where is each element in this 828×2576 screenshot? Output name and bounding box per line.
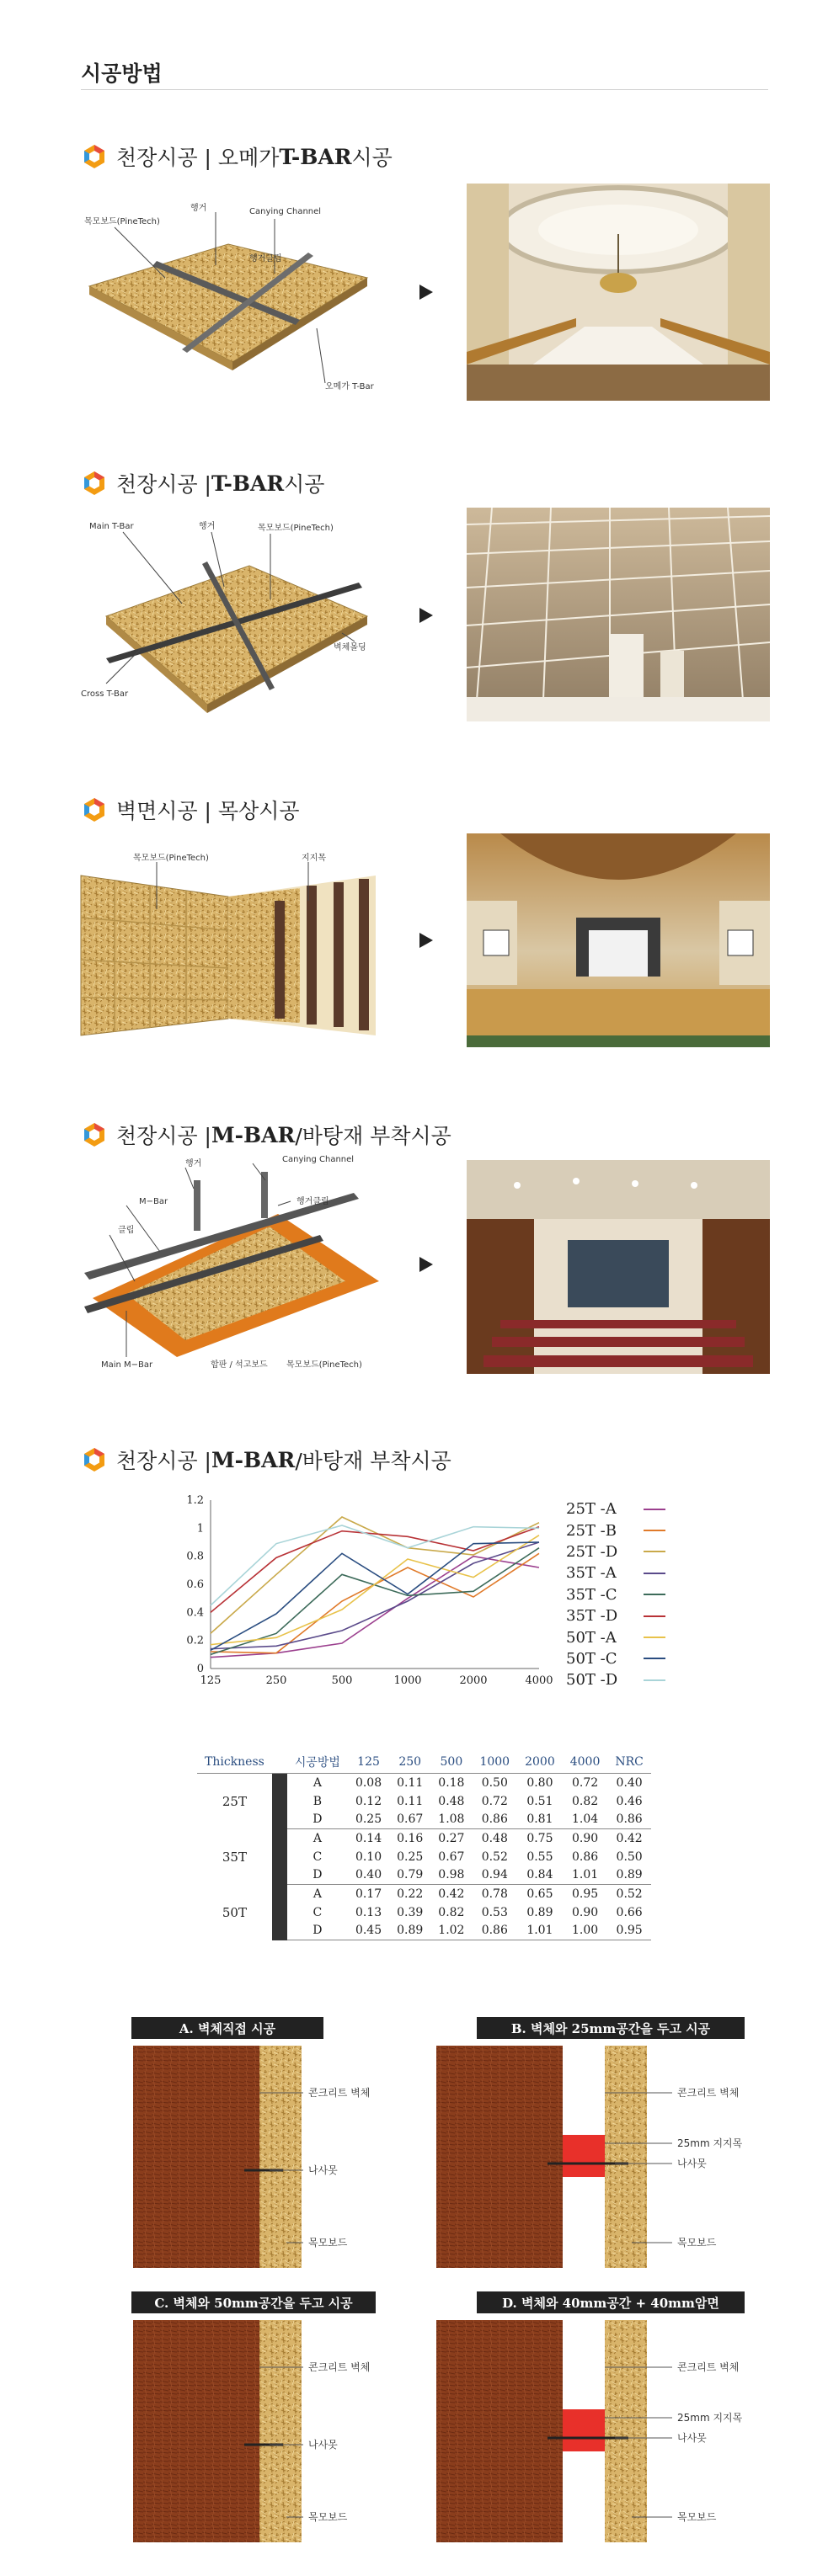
table-header-cell: 1000 (472, 1751, 517, 1774)
table-cell: 0.81 (517, 1811, 563, 1829)
section-heading-tbar (81, 468, 324, 498)
table-cell: 1.01 (563, 1866, 608, 1885)
legend-label: 50T -C (566, 1649, 617, 1668)
table-cell: D (287, 1922, 348, 1940)
table-cell: 0.65 (526, 1887, 553, 1901)
tbar-diagram (81, 515, 384, 726)
panel-direct (126, 2017, 379, 2270)
table-header-cell: 4000 (563, 1751, 608, 1774)
table-cell: 0.89 (607, 1866, 651, 1885)
table-cell: 0.82 (571, 1794, 599, 1808)
table-cell: 0.89 (389, 1922, 430, 1940)
table-cell: 1.04 (563, 1811, 608, 1829)
mbar-diagram (76, 1155, 387, 1372)
legend-item (566, 1520, 665, 1541)
legend-item (566, 1498, 665, 1520)
heading-text: 천장시공 | (116, 1124, 211, 1148)
table-cell: A (313, 1887, 322, 1901)
legend-item (566, 1626, 665, 1647)
table-cell: 0.90 (571, 1831, 599, 1845)
panel-caption: C. 벽체와 50mm공간을 두고 시공 (131, 2291, 376, 2313)
x-tick-label: 4000 (525, 1674, 553, 1687)
section-heading-mbar (81, 1120, 451, 1150)
heading-text: 천장시공 | 오메가 (116, 146, 280, 170)
table-header-cell: 125 (348, 1751, 389, 1774)
legend-swatch (644, 1530, 665, 1531)
panel-caption: B. 벽체와 25mm공간을 두고 시공 (477, 2017, 745, 2039)
page-title: 시공방법 (81, 61, 163, 86)
section-heading-chart (81, 1445, 451, 1475)
table-cell: 1.08 (430, 1811, 472, 1829)
table-cell: 0.22 (397, 1887, 424, 1901)
table-cell: A (313, 1775, 322, 1790)
legend-label: 35T -C (566, 1585, 617, 1604)
table-cell: 0.98 (430, 1866, 472, 1885)
label-board: 목모보드 (308, 2511, 348, 2523)
label-hanger: 행거 (199, 522, 216, 531)
table-cell: 0.95 (607, 1922, 651, 1940)
table-cell: 0.67 (389, 1811, 430, 1829)
table-header-cell: 250 (389, 1751, 430, 1774)
label-cross-tbar: Cross T-Bar (81, 689, 129, 699)
table-cell: 0.94 (472, 1866, 517, 1885)
legend-item (566, 1648, 665, 1669)
table-cell: 0.25 (348, 1811, 389, 1829)
table-cell: C (313, 1905, 323, 1919)
y-axis (186, 1494, 211, 1675)
legend-swatch (644, 1679, 665, 1681)
table-cell: 0.10 (355, 1850, 382, 1864)
table-cell: 0.46 (616, 1794, 643, 1808)
arrow-icon (419, 285, 433, 300)
arrow-icon (419, 1257, 433, 1272)
table-cell: 0.48 (438, 1794, 465, 1808)
label-screw: 나사못 (677, 2158, 707, 2169)
y-tick-label: 0.4 (186, 1606, 204, 1620)
legend-swatch (644, 1551, 665, 1552)
table-cell: 0.12 (355, 1794, 382, 1808)
section-heading-wall (81, 795, 300, 825)
table-row (197, 1774, 651, 1792)
table-cell: A (313, 1831, 322, 1845)
table-cell: 0.16 (397, 1831, 424, 1845)
table-cell: C (313, 1850, 323, 1864)
table-cell: B (313, 1794, 323, 1808)
table-cell: 0.39 (397, 1905, 424, 1919)
label-wall: 콘크리트 벽체 (677, 2087, 740, 2099)
table-cell: 0.48 (481, 1831, 508, 1845)
label-clip: 클립 (118, 1226, 135, 1235)
table-cell: 0.08 (355, 1775, 382, 1790)
panel-50mm (126, 2291, 379, 2544)
panel-caption: A. 벽체직접 시공 (131, 2017, 323, 2039)
heading-bold: T-BAR (211, 471, 285, 496)
label-clip: 행거클립 (249, 254, 282, 263)
table-cell: 0.50 (481, 1775, 508, 1790)
label-screw: 나사못 (308, 2164, 338, 2176)
heading-bold: M-BAR (211, 1447, 296, 1472)
table-cell: 0.86 (472, 1811, 517, 1829)
legend-label: 50T -D (566, 1671, 618, 1690)
table-cell: 1.01 (517, 1922, 563, 1940)
label-hanger: 행거 (190, 204, 207, 213)
group-bar (272, 1774, 287, 1829)
table-cell: 0.27 (438, 1831, 465, 1845)
x-axis (200, 1669, 553, 1687)
label-wall: 콘크리트 벽체 (677, 2361, 740, 2373)
panel-caption: D. 벽체와 40mm공간 + 40mm암면 (477, 2291, 745, 2313)
table-cell: 0.80 (526, 1775, 553, 1790)
legend-item (566, 1605, 665, 1626)
legend-swatch (644, 1594, 665, 1595)
x-tick-label: 250 (265, 1674, 287, 1687)
label-spacer: 25mm 지지목 (677, 2412, 743, 2424)
panel-25mm (430, 2017, 743, 2270)
label-board: 목모보드(PineTech) (286, 1360, 362, 1370)
heading-text: 벽면시공 | 목상시공 (116, 799, 300, 823)
label-wall: 콘크리트 벽체 (308, 2361, 371, 2373)
table-header (197, 1751, 651, 1774)
table-cell: 0.75 (526, 1831, 553, 1845)
legend-label: 25T -D (566, 1542, 618, 1561)
table-cell: 0.82 (438, 1905, 465, 1919)
label-screw: 나사못 (308, 2439, 338, 2451)
label-mbar: M−Bar (139, 1197, 168, 1206)
label-molding: 벽체몰딩 (334, 643, 366, 652)
legend-label: 35T -D (566, 1607, 618, 1626)
staircase-hall-photo (467, 184, 770, 401)
legend-swatch (644, 1615, 665, 1617)
thickness-cell: 25T (222, 1793, 247, 1809)
section-heading-omega-tbar (81, 141, 393, 172)
label-base: 합판 / 석고보드 (211, 1360, 268, 1370)
x-tick-label: 2000 (459, 1674, 488, 1687)
hexagon-logo-icon (81, 470, 108, 497)
hexagon-logo-icon (81, 143, 108, 170)
group-bar (272, 1829, 287, 1885)
series-line (211, 1548, 539, 1655)
label-screw: 나사못 (677, 2432, 707, 2444)
auditorium-photo (467, 1160, 770, 1374)
table-cell: 1.00 (563, 1922, 608, 1940)
y-tick-label: 1.2 (186, 1494, 204, 1507)
label-board: 목모보드 (677, 2237, 717, 2249)
label-main-mbar: Main M−Bar (101, 1360, 153, 1370)
table-cell: 0.86 (472, 1922, 517, 1940)
legend-swatch (644, 1509, 665, 1510)
omega-tbar-diagram (81, 194, 384, 396)
label-wall: 콘크리트 벽체 (308, 2087, 371, 2099)
table-header-spacer (272, 1751, 287, 1774)
table-header-cell: NRC (607, 1751, 651, 1774)
table-cell: 0.72 (481, 1794, 508, 1808)
panel-40mm (430, 2291, 743, 2544)
table-row (197, 1885, 651, 1903)
wall-diagram (81, 850, 384, 1042)
table-cell: 0.51 (526, 1794, 553, 1808)
hexagon-logo-icon (81, 1121, 108, 1148)
hexagon-logo-icon (81, 1446, 108, 1473)
table-cell: 0.66 (616, 1905, 643, 1919)
table-row (197, 1829, 651, 1848)
hexagon-logo-icon (81, 796, 108, 823)
table-header-cell: Thickness (197, 1751, 272, 1774)
label-spacer: 25mm 지지목 (677, 2137, 743, 2149)
table-cell: 0.11 (397, 1794, 424, 1808)
legend-label: 25T -B (566, 1521, 617, 1540)
label-board: 목모보드 (308, 2237, 348, 2249)
y-tick-label: 0.8 (186, 1550, 204, 1563)
table-cell: 0.14 (355, 1831, 382, 1845)
legend-item (566, 1562, 665, 1583)
table-cell: 0.25 (397, 1850, 424, 1864)
table-cell: 0.90 (571, 1905, 599, 1919)
ceiling-grid-photo (467, 508, 770, 721)
table-cell: 0.53 (481, 1905, 508, 1919)
label-board: 목모보드(PineTech) (84, 217, 160, 226)
legend-label: 50T -A (566, 1628, 617, 1647)
table-cell: D (287, 1811, 348, 1829)
legend-item (566, 1669, 665, 1690)
arrow-icon (419, 933, 433, 948)
table-cell: 0.13 (355, 1905, 382, 1919)
y-tick-label: 0.2 (186, 1634, 204, 1647)
group-bar (272, 1885, 287, 1940)
label-support: 지지목 (302, 854, 326, 863)
table-cell: 0.11 (397, 1775, 424, 1790)
table-cell: 0.78 (481, 1887, 508, 1901)
label-hanger-clip: 행거클립 (296, 1197, 329, 1206)
thickness-cell: 50T (222, 1904, 247, 1920)
table-cell: 0.86 (571, 1850, 599, 1864)
table-cell: 0.72 (571, 1775, 599, 1790)
table-cell: 0.86 (607, 1811, 651, 1829)
series-lines (211, 1517, 539, 1658)
table-header-cell: 시공방법 (287, 1751, 348, 1774)
x-tick-label: 500 (331, 1674, 353, 1687)
heading-text: 천장시공 | (116, 472, 211, 497)
table-cell: 0.67 (438, 1850, 465, 1864)
table-cell: 0.18 (438, 1775, 465, 1790)
table-cell: 0.42 (616, 1831, 643, 1845)
legend-label: 25T -A (566, 1500, 617, 1519)
heading-suffix: /바탕재 부착시공 (295, 1449, 451, 1473)
label-main-tbar: Main T-Bar (89, 522, 134, 531)
label-hanger: 행거 (185, 1159, 202, 1168)
series-line (211, 1527, 539, 1613)
table-cell: 0.50 (616, 1850, 643, 1864)
table-cell: 0.79 (389, 1866, 430, 1885)
absorption-table (197, 1751, 651, 1940)
series-line (211, 1525, 539, 1605)
legend-swatch (644, 1658, 665, 1659)
table-cell: 0.89 (526, 1905, 553, 1919)
label-board: 목모보드 (677, 2511, 717, 2523)
table-cell: 0.45 (348, 1922, 389, 1940)
table-cell: 0.40 (616, 1775, 643, 1790)
table-cell: 0.42 (438, 1887, 465, 1901)
heading-text: 천장시공 | (116, 1449, 211, 1473)
table-cell: D (287, 1866, 348, 1885)
x-tick-label: 1000 (393, 1674, 422, 1687)
heading-suffix: 시공 (284, 472, 325, 497)
absorption-line-chart (168, 1490, 556, 1692)
table-cell: 0.95 (571, 1887, 599, 1901)
label-tbar: 오메가 T-Bar (325, 382, 374, 391)
label-board: 목모보드(PineTech) (258, 524, 334, 533)
table-cell: 0.84 (517, 1866, 563, 1885)
table-cell: 0.52 (616, 1887, 643, 1901)
table-cell: 0.17 (355, 1887, 382, 1901)
label-board: 목모보드(PineTech) (133, 854, 209, 863)
legend-label: 35T -A (566, 1564, 617, 1583)
label-channel: Canying Channel (249, 207, 322, 216)
heading-bold: T-BAR (279, 144, 352, 169)
table-cell: 0.40 (348, 1866, 389, 1885)
heading-suffix: 시공 (351, 146, 393, 170)
y-tick-label: 0 (196, 1663, 204, 1675)
heading-bold: M-BAR (211, 1122, 296, 1147)
thickness-cell: 35T (222, 1849, 247, 1865)
arrow-icon (419, 608, 433, 623)
x-tick-label: 125 (200, 1674, 222, 1687)
label-channel: Canying Channel (282, 1155, 355, 1164)
table-header-cell: 500 (430, 1751, 472, 1774)
y-tick-label: 1 (196, 1522, 204, 1535)
y-tick-label: 0.6 (186, 1578, 204, 1591)
title-divider (81, 89, 768, 90)
legend-item (566, 1541, 665, 1562)
gymnasium-photo (467, 833, 770, 1047)
heading-suffix: /바탕재 부착시공 (295, 1124, 451, 1148)
legend-swatch (644, 1637, 665, 1638)
legend-swatch (644, 1573, 665, 1574)
table-header-cell: 2000 (517, 1751, 563, 1774)
table-cell: 0.55 (526, 1850, 553, 1864)
table-cell: 0.52 (481, 1850, 508, 1864)
table-cell: 1.02 (430, 1922, 472, 1940)
chart-legend (566, 1498, 665, 1691)
legend-item (566, 1584, 665, 1605)
